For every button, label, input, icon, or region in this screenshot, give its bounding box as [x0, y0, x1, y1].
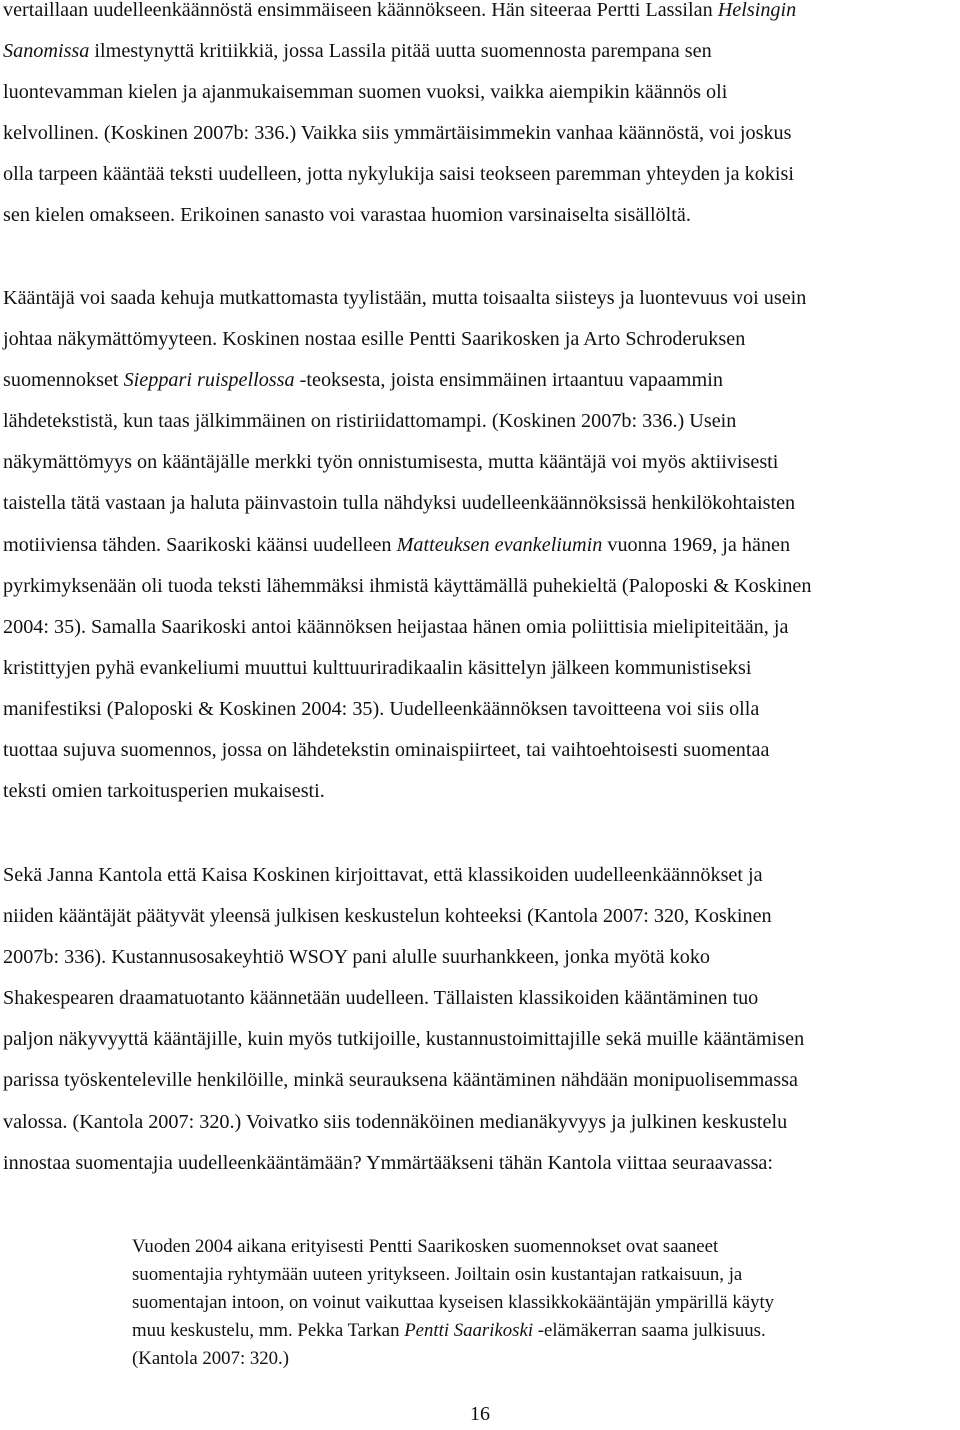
text-line [3, 648, 958, 689]
text-line [3, 154, 958, 195]
text-run: pyrkimyksenään oli tuoda teksti lähemmäksi ihmistä käyttämällä puhekieltä (Paloposki & Koskinen [3, 574, 812, 597]
text-run: taistella tätä vastaan ja haluta päinvastoin tulla nähdyksi uudelleenkäännöksissä henkilökohtaisten [3, 492, 796, 515]
text-run: luontevamman kielen ja ajanmukaisemman suomen vuoksi, vaikka aiempikin käännös oli [3, 81, 728, 104]
italic-title: Pentti Saarikoski [404, 1320, 534, 1341]
text-run: Vuoden 2004 aikana erityisesti Pentti Saarikosken suomennokset ovat saaneet [132, 1236, 719, 1257]
text-line [3, 31, 958, 72]
text-line [132, 1261, 952, 1289]
text-run: Kääntäjä voi saada kehuja mutkattomasta tyylistään, mutta toisaalta siisteys ja luontevuus voi usein [3, 287, 807, 309]
text-line [3, 72, 958, 113]
text-run: kelvollinen. (Koskinen 2007b: 336.) Vaikka siis ymmärtäisimmekin vanhaa käännöstä, voi joskus [3, 122, 792, 145]
italic-title: Helsingin [717, 0, 797, 21]
text-line [3, 319, 958, 360]
text-line [3, 195, 958, 236]
text-run: (Kantola 2007: 320.) [132, 1348, 289, 1369]
text-line [3, 855, 958, 896]
text-run: motiiviensa tähden. Saarikoski käänsi uudelleen [3, 533, 397, 556]
text-run: olla tarpeen kääntää teksti uudelleen, jotta nykylukija saisi teokseen paremman yhteyden ja kokisi [3, 163, 794, 186]
text-line [3, 401, 958, 442]
text-run: suomennokset [3, 369, 124, 392]
paragraph-3 [3, 855, 958, 1184]
text-run: valossa. (Kantola 2007: 320.) Voivatko siis todennäköinen medianäkyvyys ja julkinen keskustelu [3, 1110, 788, 1133]
text-line [3, 978, 958, 1019]
italic-title: Matteuksen evankeliumin [396, 533, 603, 556]
text-line [3, 1143, 958, 1184]
text-line [3, 360, 958, 401]
block-quote [132, 1233, 952, 1373]
text-line [3, 278, 958, 319]
text-line [3, 0, 958, 31]
page-number: 16 [470, 1403, 490, 1425]
italic-title: Sieppari ruispellossa [123, 369, 295, 392]
text-run: suomentajan intoon, on voinut vaikuttaa kyseisen klassikkokääntäjän ympärillä käyty [132, 1292, 775, 1313]
paragraph-1 [3, 0, 958, 237]
text-run: 2007b: 336). Kustannusosakeyhtiö WSOY pani alulle suurhankkeen, jonka myötä koko [3, 946, 711, 969]
text-run: vertaillaan uudelleenkäännöstä ensimmäiseen käännökseen. Hän siteeraa Pertti Lassilan [3, 0, 718, 21]
text-run: manifestiksi (Paloposki & Koskinen 2004: 35). Uudelleenkäännöksen tavoitteena voi siis olla [3, 697, 760, 720]
text-line [132, 1317, 952, 1345]
text-run: Shakespearen draamatuotanto käännetään uudelleen. Tällaisten klassikoiden kääntäminen tuo [3, 987, 759, 1010]
text-line [132, 1289, 952, 1317]
text-line [3, 730, 958, 771]
text-run: parissa työskenteleville henkilöille, minkä seurauksena kääntäminen nähdään monipuolisemmassa [3, 1069, 798, 1092]
text-line [132, 1345, 952, 1373]
text-run: Sekä Janna Kantola että Kaisa Koskinen kirjoittavat, että klassikoiden uudelleenkäännökset ja [3, 864, 763, 886]
text-line [3, 113, 958, 154]
text-line [3, 1102, 958, 1143]
text-run: paljon näkyvyyttä kääntäjille, kuin myös tutkijoille, kustannustoimittajille sekä muille kääntämisen [3, 1028, 805, 1051]
text-run: sen kielen omakseen. Erikoinen sanasto voi varastaa huomion varsinaiselta sisällöltä. [3, 204, 691, 227]
text-line [3, 566, 958, 607]
text-run: johtaa näkymättömyyteen. Koskinen nostaa esille Pentti Saarikosken ja Arto Schroderuksen [3, 328, 746, 351]
text-run: muu keskustelu, mm. Pekka Tarkan [132, 1320, 405, 1341]
text-run: suomentajia ryhtymään uuteen yritykseen. Joiltain osin kustantajan ratkaisuun, ja [132, 1264, 743, 1285]
text-run: niiden kääntäjät päätyvät yleensä julkisen keskustelun kohteeksi (Kantola 2007: 320, Koskinen [3, 905, 772, 928]
text-line [3, 607, 958, 648]
text-line [3, 1060, 958, 1101]
text-line [3, 689, 958, 730]
paragraph-2 [3, 278, 958, 812]
text-run: kristittyjen pyhä evankeliumi muuttui kulttuuriradikaalin käsittelyn jälkeen kommunistiseksi [3, 656, 752, 679]
text-run: tuottaa sujuva suomennos, jossa on lähdetekstin ominaispiirteet, tai vaihtoehtoisesti suomentaa [3, 739, 770, 762]
text-line [132, 1233, 952, 1261]
text-line [3, 442, 958, 483]
text-line [3, 771, 958, 812]
text-run: vuonna 1969, ja hänen [602, 533, 791, 556]
text-line [3, 896, 958, 937]
text-run: innostaa suomentajia uudelleenkääntämään? Ymmärtääkseni tähän Kantola viittaa seuraavassa: [3, 1151, 773, 1174]
text-line [3, 483, 958, 524]
text-run: -teoksesta, joista ensimmäinen irtaantuu vapaammin [294, 369, 723, 392]
text-run: näkymättömyys on kääntäjälle merkki työn onnistumisesta, mutta kääntäjä voi myös aktiivisesti [3, 451, 779, 474]
italic-title: Sanomissa [3, 40, 90, 63]
text-line [3, 1019, 958, 1060]
text-line [3, 937, 958, 978]
text-run: 2004: 35). Samalla Saarikoski antoi käännöksen heijastaa hänen omia poliittisia mielipiteitään, ja [3, 615, 789, 638]
text-run: ilmestynyttä kritiikkiä, jossa Lassila pitää uutta suomennosta parempana sen [89, 40, 712, 63]
text-run: -elämäkerran saama julkisuus. [533, 1320, 766, 1341]
text-run: teksti omien tarkoitusperien mukaisesti. [3, 780, 325, 803]
text-line [3, 525, 958, 566]
text-run: lähdetekstistä, kun taas jälkimmäinen on ristiriidattomampi. (Koskinen 2007b: 336.) Usein [3, 410, 737, 433]
